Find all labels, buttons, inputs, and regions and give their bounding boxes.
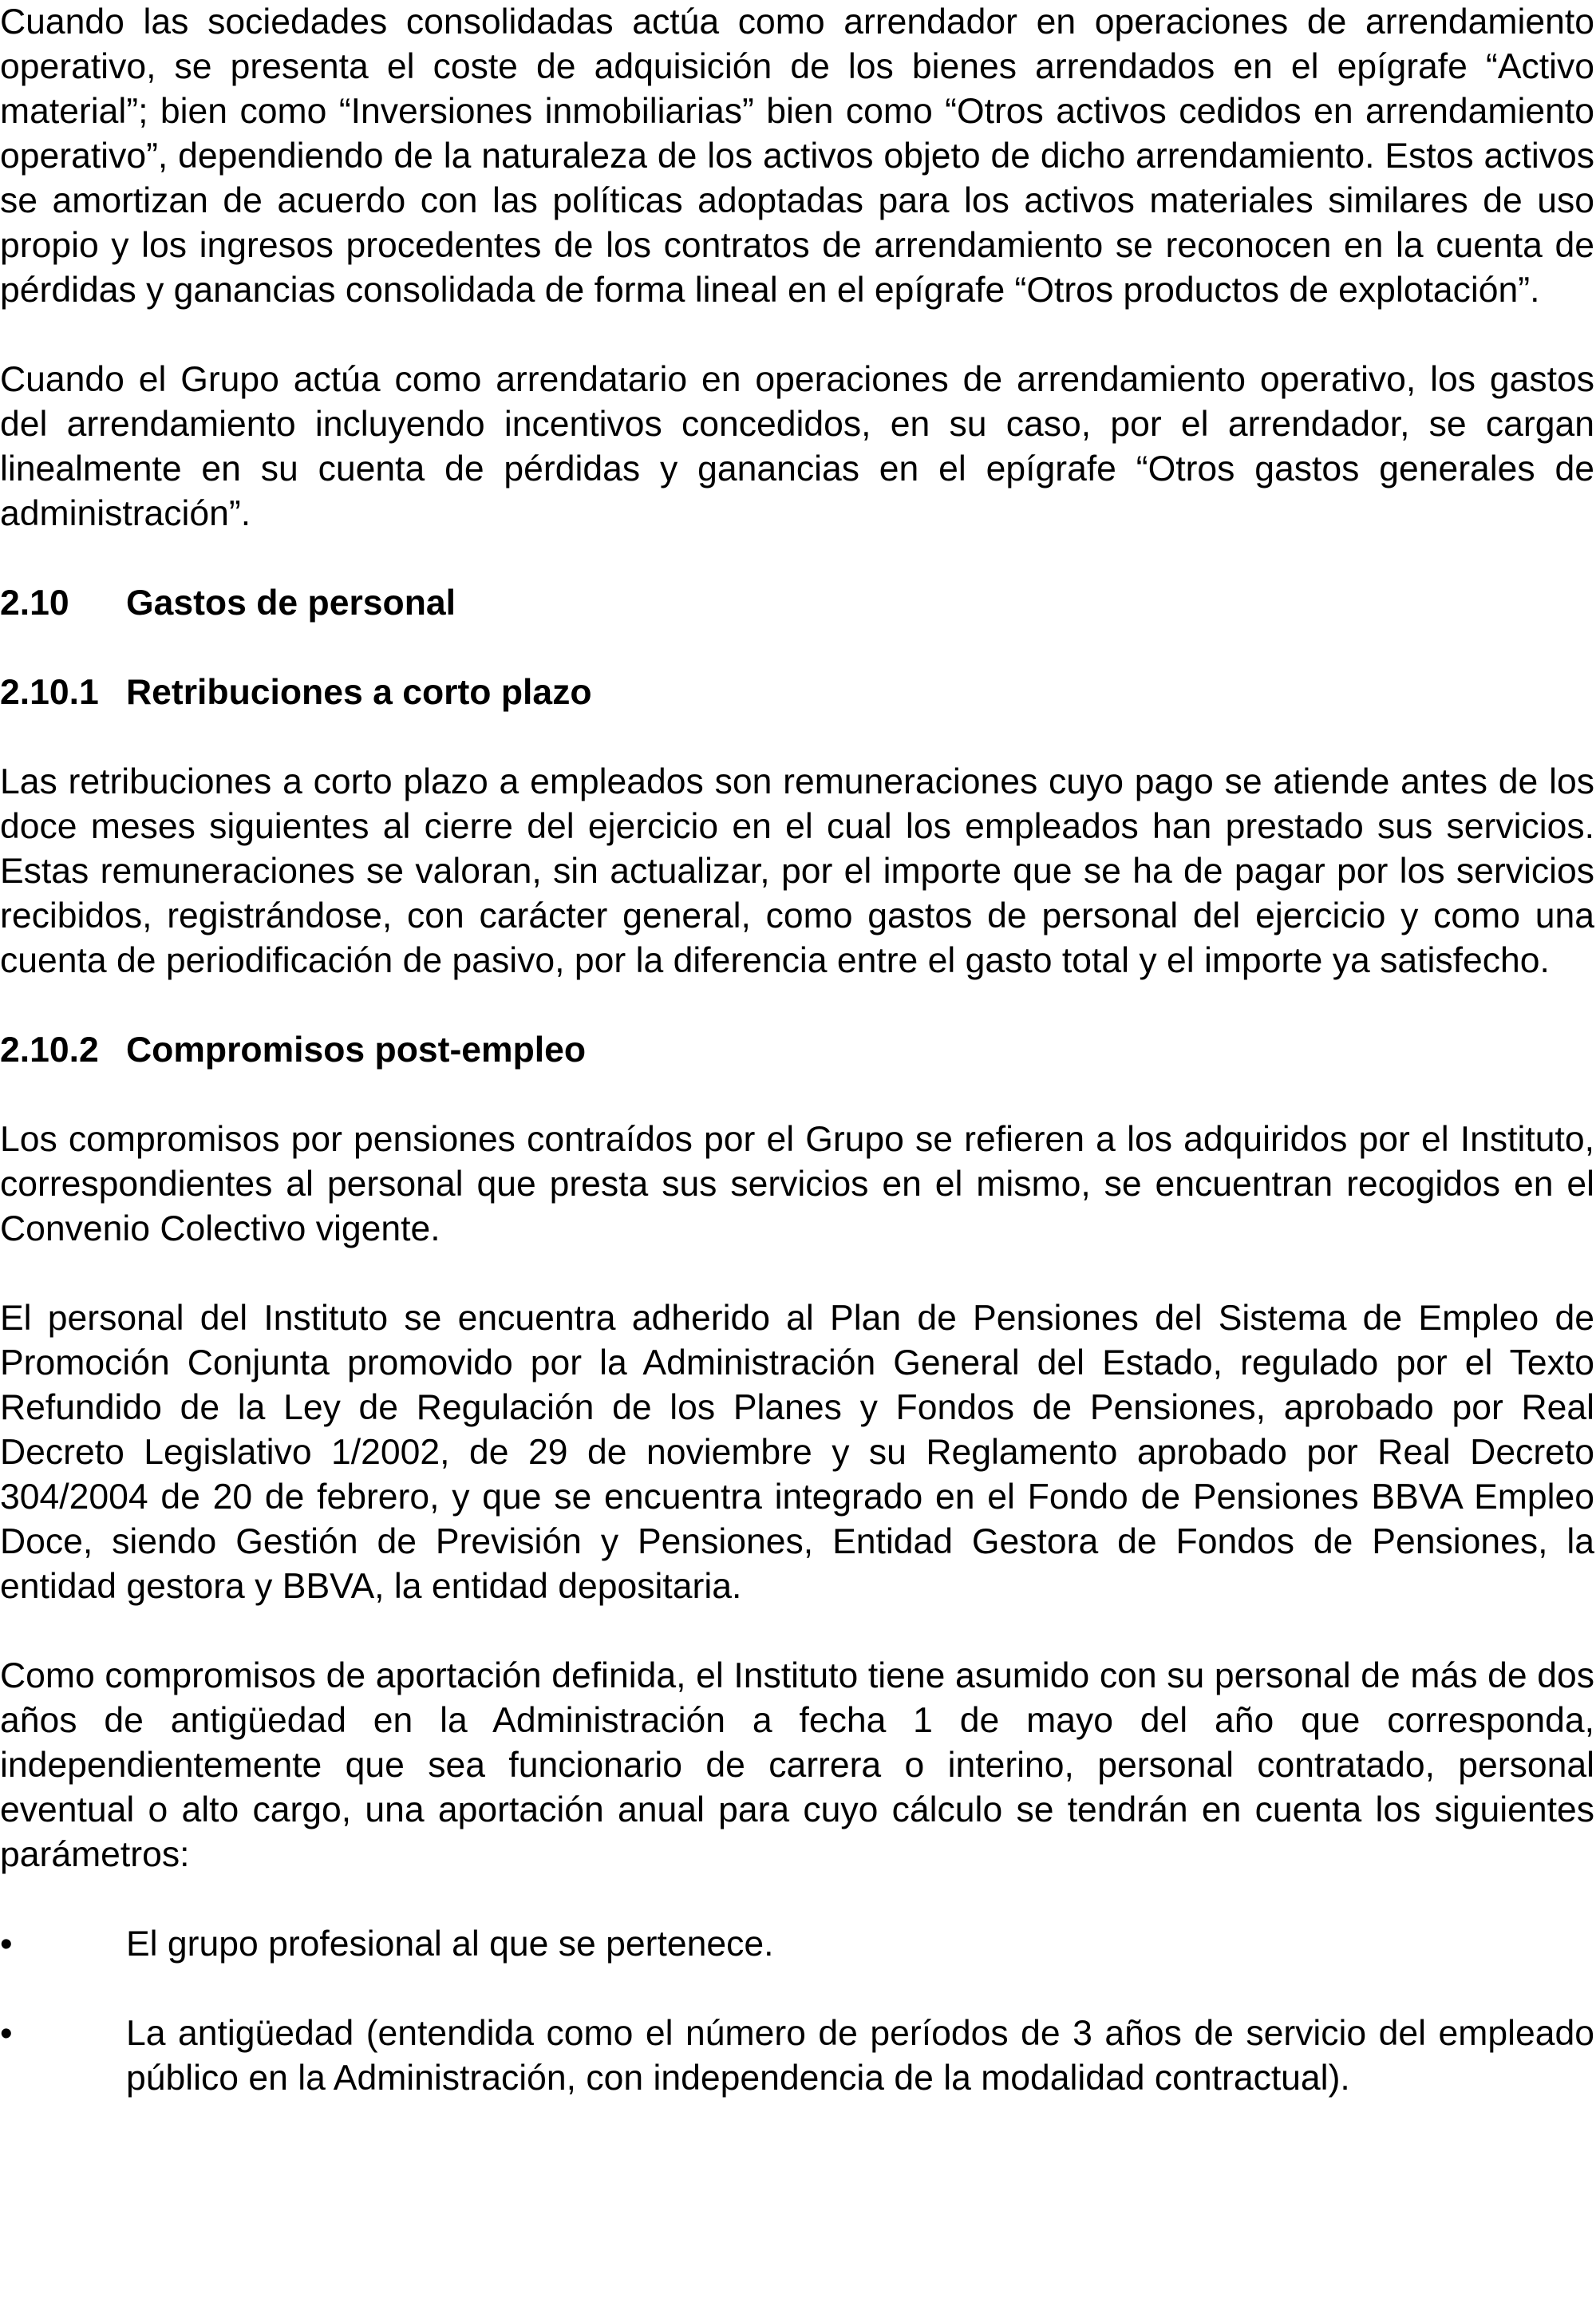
bullet-icon: • [0, 1924, 13, 1964]
list-item-text: La antigüedad (entendida como el número de períodos de 3 años de servicio del empleado público en la Administración, con independencia de la modalidad contractual). [126, 2014, 1594, 2098]
list-item [0, 2011, 1594, 2101]
section-number: 2.10.1 [0, 673, 99, 712]
parameters-list [0, 1922, 1594, 2101]
list-item [0, 1922, 1594, 1967]
section-number: 2.10 [0, 583, 69, 623]
paragraph-aportacion-definida: Como compromisos de aportación definida, el Instituto tiene asumido con su personal de más de dos años de antigüedad en la Administración a fecha 1 de mayo del año que corresponda, independientemente que sea funcionario de carrera o interino, personal contratado, personal eventual o alto cargo, una aportación anual para cuyo cálculo se tendrán en cuenta los siguientes parámetros: [0, 1656, 1594, 1874]
section-title: Compromisos post-empleo [126, 1030, 587, 1070]
paragraph-arrendador: Cuando las sociedades consolidadas actúa como arrendador en operaciones de arrendamiento operativo, se presenta el coste de adquisición de los bienes arrendados en el epígrafe “Activo material”; bien como “Inversiones inmobiliarias” bien como “Otros activos cedidos en arrendamiento operativo”, dependiendo de la naturaleza de los activos objeto de dicho arrendamiento. Estos activos se amortizan de acuerdo con las políticas adoptadas para los activos materiales similares de uso propio y los ingresos procedentes de los contratos de arrendamiento se reconocen en la cuenta de pérdidas y ganancias consolidada de forma lineal en el epígrafe “Otros productos de explotación”. [0, 2, 1594, 310]
section-heading-post-empleo [0, 1028, 1594, 1073]
paragraph-retribuciones: Las retribuciones a corto plazo a empleados son remuneraciones cuyo pago se atiende antes de los doce meses siguientes al cierre del ejercicio en el cual los empleados han prestado sus servicios. Estas remuneraciones se valoran, sin actualizar, por el importe que se ha de pagar por los servicios recibidos, registrándose, con carácter general, como gastos de personal del ejercicio y como una cuenta de periodificación de pasivo, por la diferencia entre el gasto total y el importe ya satisfecho. [0, 762, 1594, 980]
paragraph-plan-pensiones: El personal del Instituto se encuentra adherido al Plan de Pensiones del Sistema de Empleo de Promoción Conjunta promovido por la Administración General del Estado, regulado por el Texto Refundido de la Ley de Regulación de los Planes y Fondos de Pensiones, aprobado por Real Decreto Legislativo 1/2002, de 29 de noviembre y su Reglamento aprobado por Real Decreto 304/2004 de 20 de febrero, y que se encuentra integrado en el Fondo de Pensiones BBVA Empleo Doce, siendo Gestión de Previsión y Pensiones, Entidad Gestora de Fondos de Pensiones, la entidad gestora y BBVA, la entidad depositaria. [0, 1299, 1594, 1606]
section-number: 2.10.2 [0, 1030, 99, 1070]
section-title: Gastos de personal [126, 583, 456, 623]
paragraph-arrendatario: Cuando el Grupo actúa como arrendatario en operaciones de arrendamiento operativo, los gastos del arrendamiento incluyendo incentivos concedidos, en su caso, por el arrendador, se cargan linealmente en su cuenta de pérdidas y ganancias en el epígrafe “Otros gastos generales de administración”. [0, 360, 1594, 533]
paragraph-compromisos: Los compromisos por pensiones contraídos por el Grupo se refieren a los adquiridos por el Instituto, correspondientes al personal que presta sus servicios en el mismo, se encuentran recogidos en el Convenio Colectivo vigente. [0, 1120, 1594, 1248]
list-item-text: El grupo profesional al que se pertenece. [126, 1924, 774, 1964]
section-heading-retribuciones [0, 670, 1594, 715]
bullet-icon: • [0, 2014, 13, 2053]
section-title: Retribuciones a corto plazo [126, 673, 592, 712]
section-heading-gastos-personal [0, 581, 1594, 626]
